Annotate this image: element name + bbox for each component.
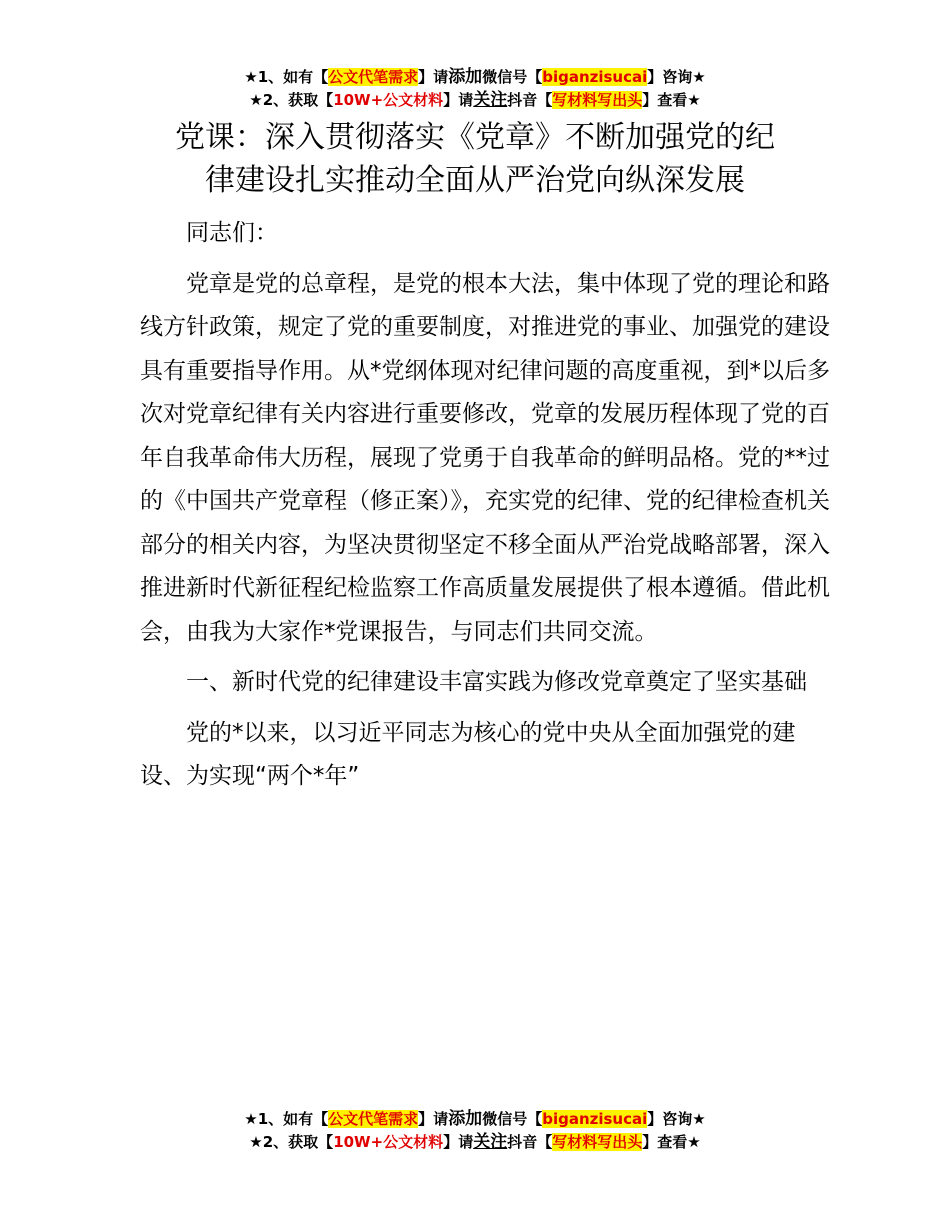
banner-line-1 — [0, 66, 950, 89]
salutation: 同志们： — [186, 220, 278, 246]
banner-text: 】查看★ — [642, 91, 701, 109]
red-materials: 10W+公文材料 — [333, 1133, 444, 1151]
banner-text: ★1、如有【 — [244, 1110, 329, 1128]
title-line-2: 律建设扎实推动全面从严治党向纵深发展 — [205, 163, 745, 198]
document-title — [120, 116, 830, 202]
paragraph: 党的*以来，以习近平同志为核心的党中央从全面加强党的建设、为实现“两个*年” — [140, 719, 796, 789]
banner-text: 抖音【 — [507, 91, 553, 109]
highlight-service: 公文代笔需求 — [328, 68, 419, 86]
banner-text: 】请 — [418, 68, 449, 86]
banner-text: 】咨询★ — [647, 1110, 706, 1128]
highlight-wechat-id: biganzisucai — [542, 1110, 648, 1128]
highlight-douyin: 写材料写出头 — [552, 91, 643, 109]
banner-text: 抖音【 — [507, 1133, 553, 1151]
paragraph: 党章是党的总章程，是党的根本大法，集中体现了党的理论和路线方针政策，规定了党的重要制度，对推进党的事业、加强党的建设具有重要指导作用。从*党纲体现对纪律问题的高度重视，到*以后多次对党章纪律有关内容进行重要修改，党章的发展历程体现了党的百年自我革命伟大历程，展现了党勇于自我革命的鲜明品格。党的**过的《中国共产党章程（修正案）》，充实党的纪律、党的纪律检查机关部分的相关内容，为坚决贯彻坚定不移全面从严治党战略部署，深入推进新时代新征程纪检监察工作高质量发展提供了根本遵循。借此机会，由我为大家作*党课报告，与同志们共同交流。 — [140, 270, 830, 645]
banner-text: 】查看★ — [642, 1133, 701, 1151]
banner-line-2 — [0, 89, 950, 112]
highlight-wechat-id: biganzisucai — [542, 68, 648, 86]
bottom-banner — [0, 1108, 950, 1154]
banner-line-2 — [0, 1131, 950, 1154]
highlight-service: 公文代笔需求 — [328, 1110, 419, 1128]
banner-text: 】咨询★ — [647, 68, 706, 86]
top-banner — [0, 66, 950, 112]
banner-emphasis: 关注 — [473, 1132, 508, 1152]
document-body — [140, 212, 835, 806]
banner-text: 】请 — [443, 1133, 474, 1151]
banner-line-1 — [0, 1108, 950, 1131]
banner-emphasis: 添加 — [448, 67, 483, 87]
banner-text: 微信号【 — [482, 68, 543, 86]
section-heading: 一、新时代党的纪律建设丰富实践为修改党章奠定了坚实基础 — [186, 669, 807, 695]
banner-emphasis: 关注 — [473, 90, 508, 110]
banner-text: 微信号【 — [482, 1110, 543, 1128]
banner-emphasis: 添加 — [448, 1109, 483, 1129]
banner-text: ★2、获取【 — [249, 91, 334, 109]
banner-text: 】请 — [443, 91, 474, 109]
banner-text: ★1、如有【 — [244, 68, 329, 86]
red-materials: 10W+公文材料 — [333, 91, 444, 109]
title-line-1: 党课：深入贯彻落实《党章》不断加强党的纪 — [175, 120, 775, 155]
highlight-douyin: 写材料写出头 — [552, 1133, 643, 1151]
banner-text: ★2、获取【 — [249, 1133, 334, 1151]
banner-text: 】请 — [418, 1110, 449, 1128]
